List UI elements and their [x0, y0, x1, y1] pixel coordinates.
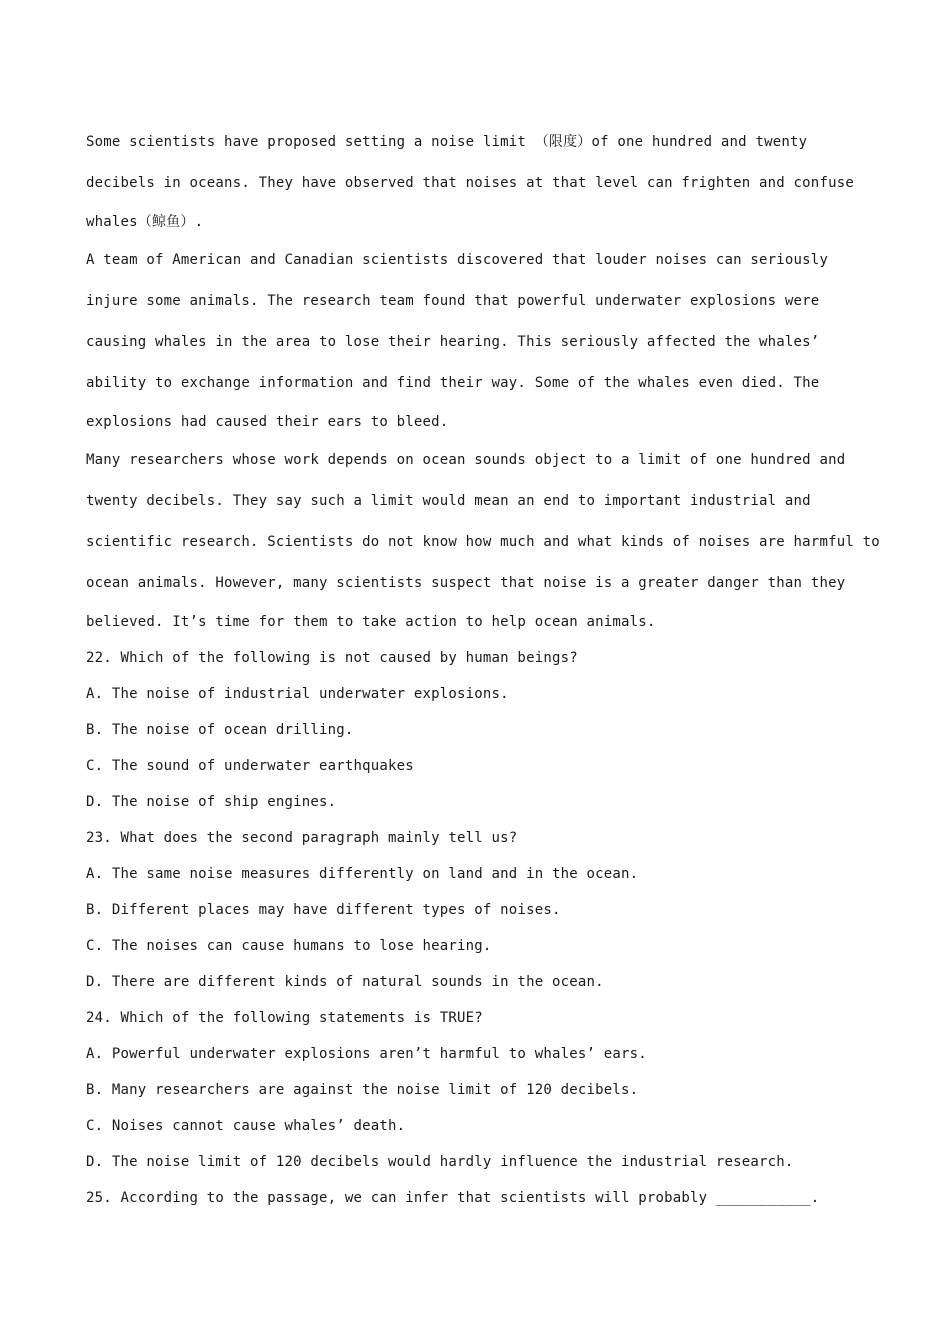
question-stem: 22. Which of the following is not caused by human beings? — [86, 650, 578, 666]
passage-paragraph-2 — [86, 240, 866, 440]
question-option: B. Many researchers are against the noise limit of 120 decibels. — [86, 1082, 639, 1098]
document-page — [86, 122, 880, 1216]
question-option: C. The noises can cause humans to lose hearing. — [86, 938, 492, 954]
question-24 — [86, 1000, 866, 1180]
passage-paragraph-1 — [86, 122, 866, 240]
question-23 — [86, 820, 866, 1000]
question-22 — [86, 640, 866, 820]
question-option: C. Noises cannot cause whales’ death. — [86, 1118, 406, 1134]
question-option: A. The same noise measures differently on land and in the ocean. — [86, 866, 639, 882]
passage-line: injure some animals. The research team found that powerful underwater explosions were — [86, 293, 820, 309]
passage-line: Many researchers whose work depends on ocean sounds object to a limit of one hundred and — [86, 452, 846, 468]
passage-paragraph-3 — [86, 440, 880, 640]
passage-line: believed. It’s time for them to take action to help ocean animals. — [86, 614, 656, 630]
question-option: C. The sound of underwater earthquakes — [86, 758, 414, 774]
passage-line: ability to exchange information and find their way. Some of the whales even died. The — [86, 375, 820, 391]
passage-line: causing whales in the area to lose their hearing. This seriously affected the whales’ — [86, 334, 820, 350]
passage-line: twenty decibels. They say such a limit would mean an end to important industrial and — [86, 493, 811, 509]
question-option: A. The noise of industrial underwater explosions. — [86, 686, 509, 702]
passage-line: whales（鲸鱼）. — [86, 214, 204, 230]
passage-line: ocean animals. However, many scientists suspect that noise is a greater danger than they — [86, 575, 846, 591]
question-stem: 25. According to the passage, we can infer that scientists will probably ___________. — [86, 1190, 820, 1206]
question-stem: 24. Which of the following statements is TRUE? — [86, 1010, 483, 1026]
question-25 — [86, 1180, 866, 1216]
question-option: B. The noise of ocean drilling. — [86, 722, 354, 738]
passage-line: A team of American and Canadian scientists discovered that louder noises can seriously — [86, 252, 829, 268]
passage-line: scientific research. Scientists do not know how much and what kinds of noises are harmful to — [86, 534, 880, 550]
question-option: D. There are different kinds of natural sounds in the ocean. — [86, 974, 604, 990]
passage-line: explosions had caused their ears to bleed. — [86, 414, 449, 430]
question-option: B. Different places may have different types of noises. — [86, 902, 561, 918]
question-option: D. The noise of ship engines. — [86, 794, 337, 810]
question-option: D. The noise limit of 120 decibels would hardly influence the industrial research. — [86, 1154, 794, 1170]
question-option: A. Powerful underwater explosions aren’t harmful to whales’ ears. — [86, 1046, 647, 1062]
passage-line: decibels in oceans. They have observed that noises at that level can frighten and confuse — [86, 175, 854, 191]
passage-line: Some scientists have proposed setting a noise limit （限度）of one hundred and twenty — [86, 134, 808, 150]
question-stem: 23. What does the second paragraph mainly tell us? — [86, 830, 518, 846]
